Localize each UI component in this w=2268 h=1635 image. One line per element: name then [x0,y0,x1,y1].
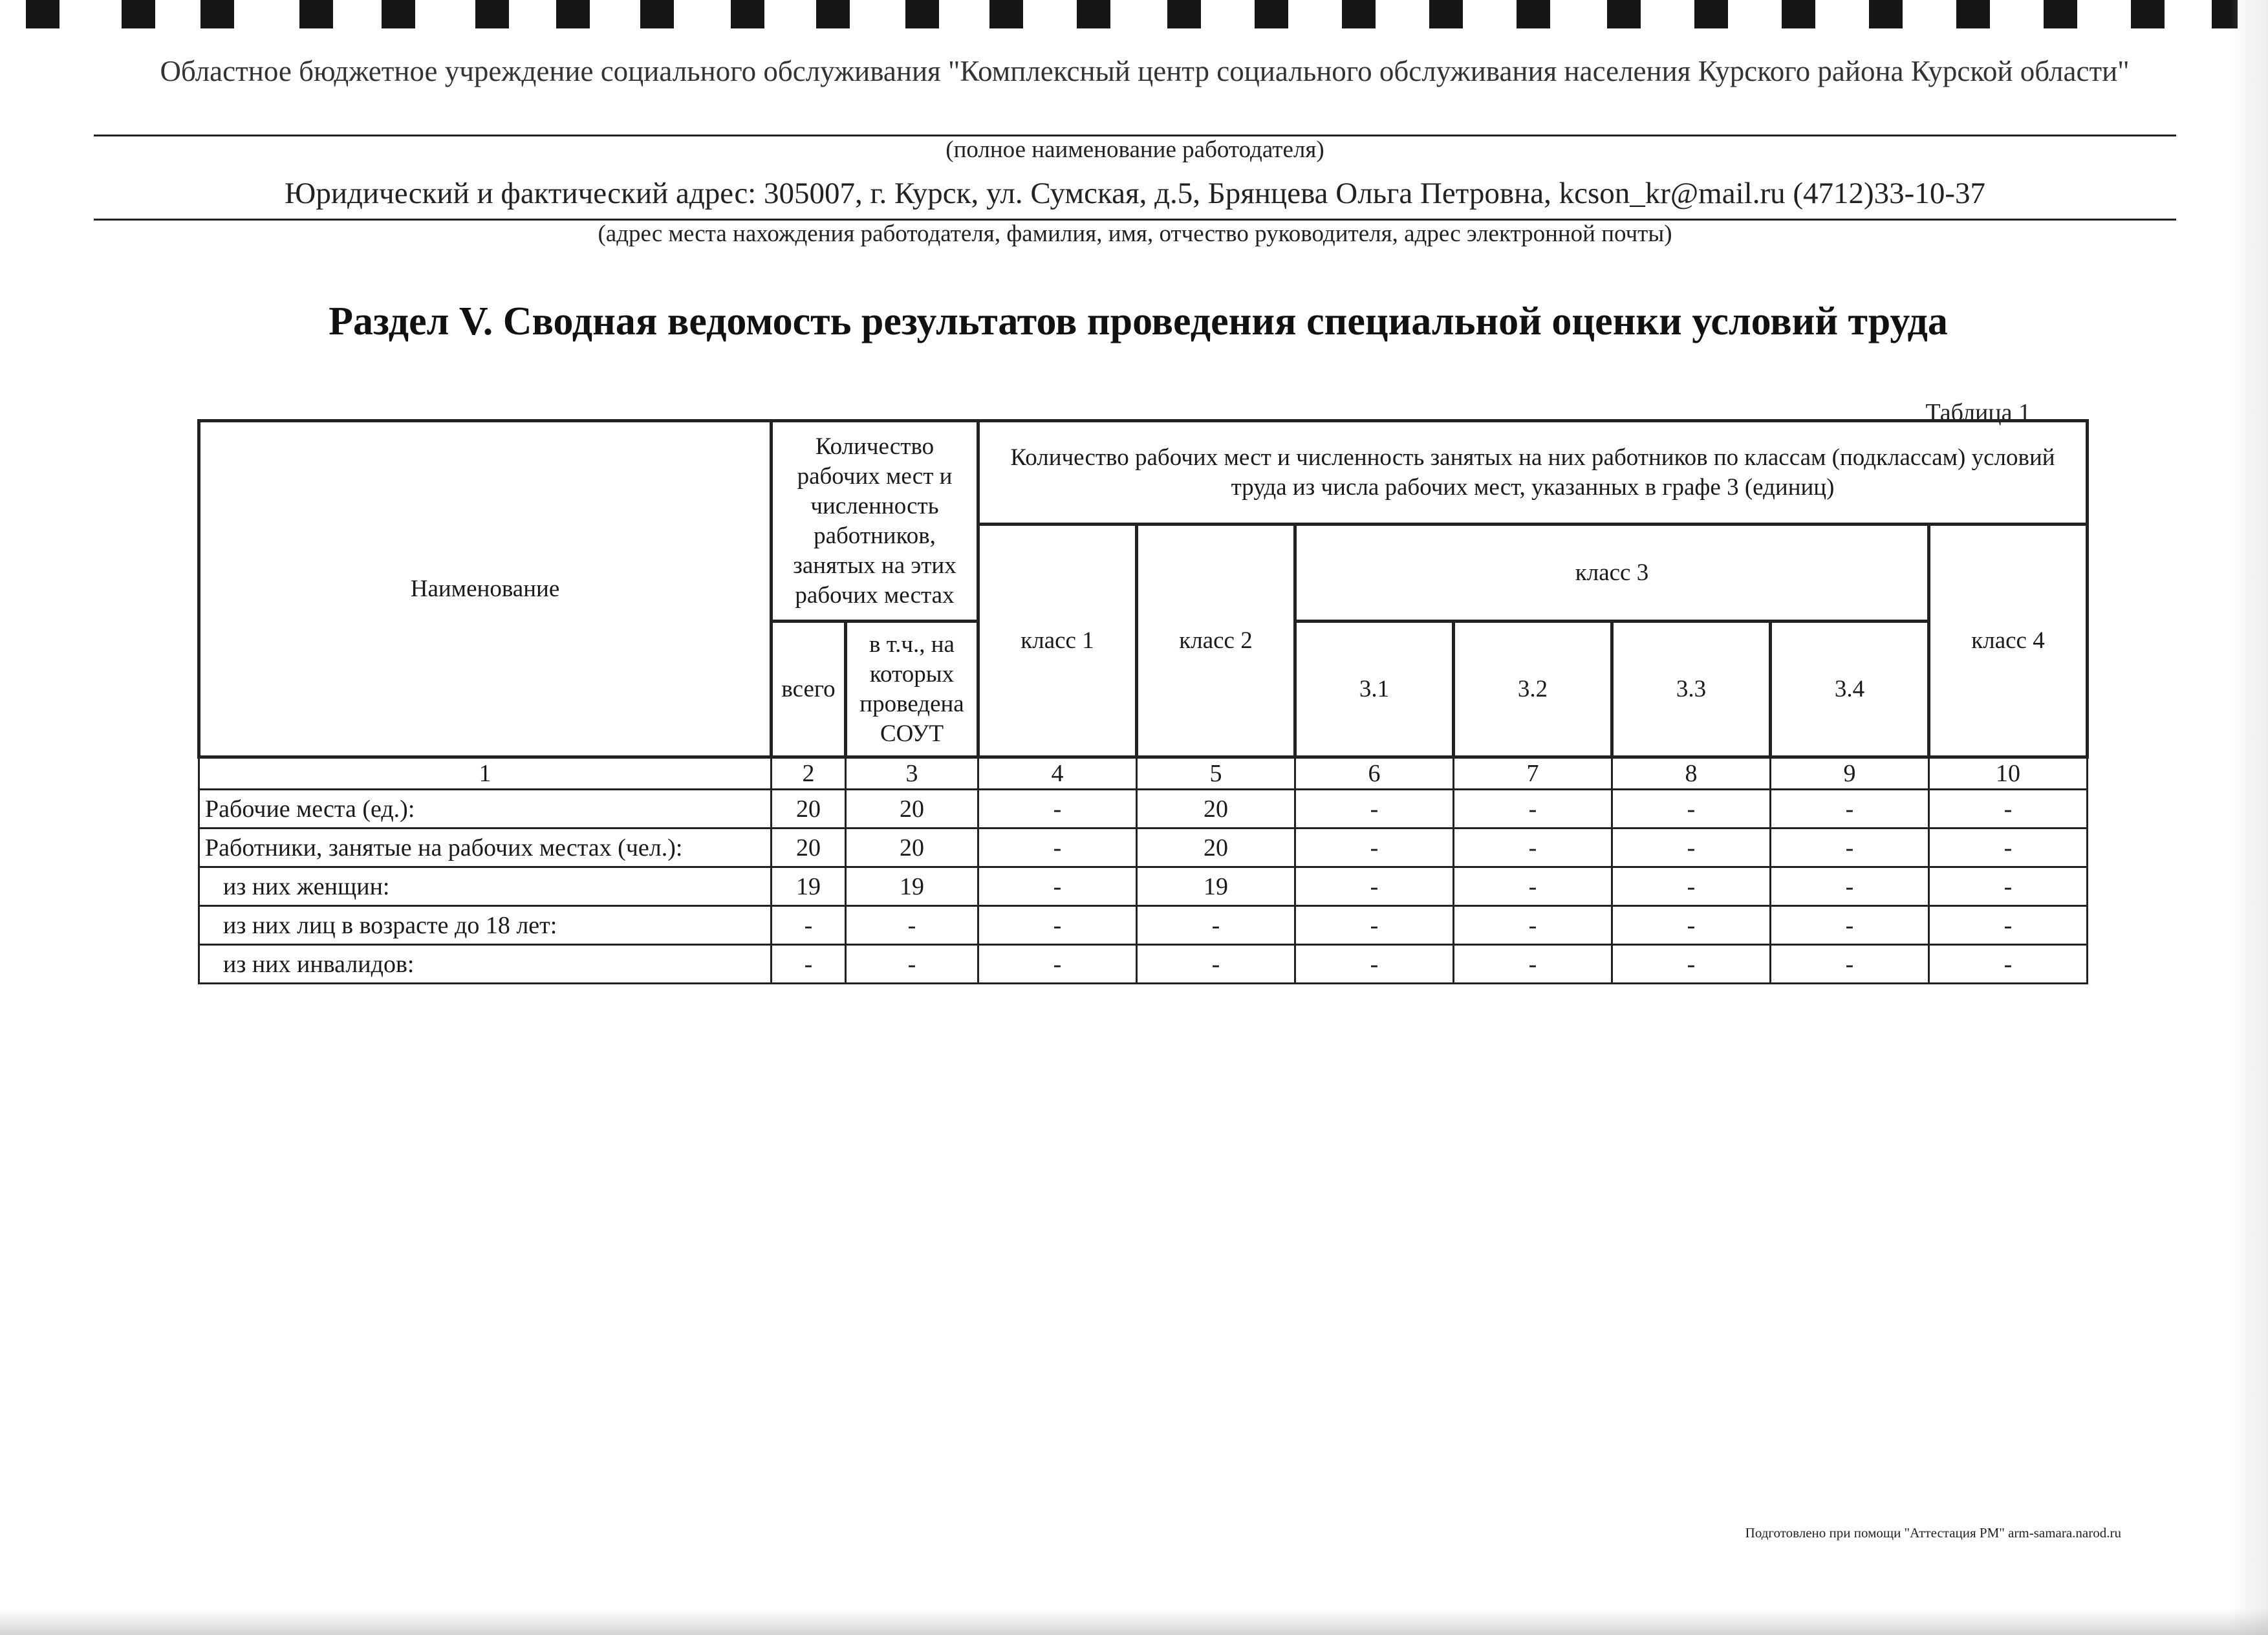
cell-value: - [1295,790,1454,828]
row-label: из них женщин: [199,867,772,906]
cell-value: - [1454,828,1612,867]
cell-value: - [1137,945,1295,984]
cell-value: - [1295,867,1454,906]
col-number: 1 [199,757,772,790]
header-sub34: 3.4 [1771,622,1929,757]
table-row [199,828,2088,867]
row-label: Работники, занятые на рабочих местах (чел.): [199,828,772,867]
address-caption: (адрес места нахождения работодателя, фамилия, имя, отчество руководителя, адрес электронной почты) [598,221,1672,247]
header-sub31: 3.1 [1295,622,1454,757]
cell-value: - [1612,790,1771,828]
footer-note: Подготовлено при помощи "Аттестация РМ" arm-samara.narod.ru [1745,1525,2121,1541]
col-number: 7 [1454,757,1612,790]
table-label: Таблица 1 [1925,399,2031,426]
header-sout: в т.ч., на которых проведена СОУТ [846,622,978,757]
cell-value: - [1771,906,1929,945]
cell-value: - [978,790,1137,828]
cell-value: - [1454,867,1612,906]
table-row [199,867,2088,906]
employer-name: Областное бюджетное учреждение социального обслуживания "Комплексный центр социального обслуживания населения Курского района Курской области" [160,55,2130,87]
cell-value: - [1929,828,2088,867]
cell-value: 20 [772,790,846,828]
cell-value: - [1454,945,1612,984]
cell-value: - [1454,906,1612,945]
header-sub32: 3.2 [1454,622,1612,757]
binding-holes [0,0,2268,31]
header-class3: класс 3 [1295,525,1929,622]
column-number-row [199,757,2088,790]
cell-value: - [846,906,978,945]
table-row [199,906,2088,945]
cell-value: - [1295,828,1454,867]
cell-value: - [978,906,1137,945]
cell-value: - [1771,790,1929,828]
header-class2: класс 2 [1137,525,1295,757]
row-label: из них инвалидов: [199,945,772,984]
col-number: 4 [978,757,1137,790]
header-class4: класс 4 [1929,525,2088,757]
cell-value: - [1612,945,1771,984]
cell-value: - [978,828,1137,867]
col-number: 3 [846,757,978,790]
cell-value: - [1929,906,2088,945]
cell-value: - [772,945,846,984]
row-label: из них лиц в возрасте до 18 лет: [199,906,772,945]
cell-value: 19 [1137,867,1295,906]
header-count: Количество рабочих мест и численность работников, занятых на этих рабочих местах [772,421,978,622]
col-number: 8 [1612,757,1771,790]
cell-value: - [846,945,978,984]
cell-value: 19 [772,867,846,906]
header-class1: класс 1 [978,525,1137,757]
col-number: 2 [772,757,846,790]
cell-value: - [978,945,1137,984]
employer-address: Юридический и фактический адрес: 305007, г. Курск, ул. Сумская, д.5, Брянцева Ольга Петровна, kcson_kr@mail.ru (4712)33-10-37 [285,177,1985,210]
cell-value: - [1929,790,2088,828]
cell-value: 19 [846,867,978,906]
employer-caption: (полное наименование работодателя) [945,136,1324,163]
cell-value: - [1771,867,1929,906]
summary-table [197,419,2089,984]
section-title: Раздел V. Сводная ведомость результатов проведения специальной оценки условий труда [329,299,1948,343]
cell-value: - [1929,945,2088,984]
header-total: всего [772,622,846,757]
cell-value: 20 [1137,790,1295,828]
row-label: Рабочие места (ед.): [199,790,772,828]
header-sub33: 3.3 [1612,622,1771,757]
header-name: Наименование [199,421,772,757]
cell-value: - [1929,867,2088,906]
header-classes: Количество рабочих мест и численность занятых на них работников по классам (подклассам) условий труда из числа рабочих мест, указанных в графе 3 (единиц) [978,421,2088,525]
col-number: 5 [1137,757,1295,790]
col-number: 9 [1771,757,1929,790]
cell-value: - [1454,790,1612,828]
cell-value: 20 [846,828,978,867]
cell-value: - [1612,867,1771,906]
col-number: 6 [1295,757,1454,790]
cell-value: - [772,906,846,945]
cell-value: 20 [1137,828,1295,867]
cell-value: 20 [772,828,846,867]
col-number: 10 [1929,757,2088,790]
cell-value: 20 [846,790,978,828]
cell-value: - [1137,906,1295,945]
table-row [199,945,2088,984]
cell-value: - [1612,828,1771,867]
table-row [199,790,2088,828]
page-bottom-shadow [0,1609,2268,1635]
cell-value: - [1295,945,1454,984]
cell-value: - [1771,828,1929,867]
cell-value: - [1612,906,1771,945]
cell-value: - [978,867,1137,906]
page-edge-shadow [2229,0,2268,1635]
cell-value: - [1295,906,1454,945]
cell-value: - [1771,945,1929,984]
